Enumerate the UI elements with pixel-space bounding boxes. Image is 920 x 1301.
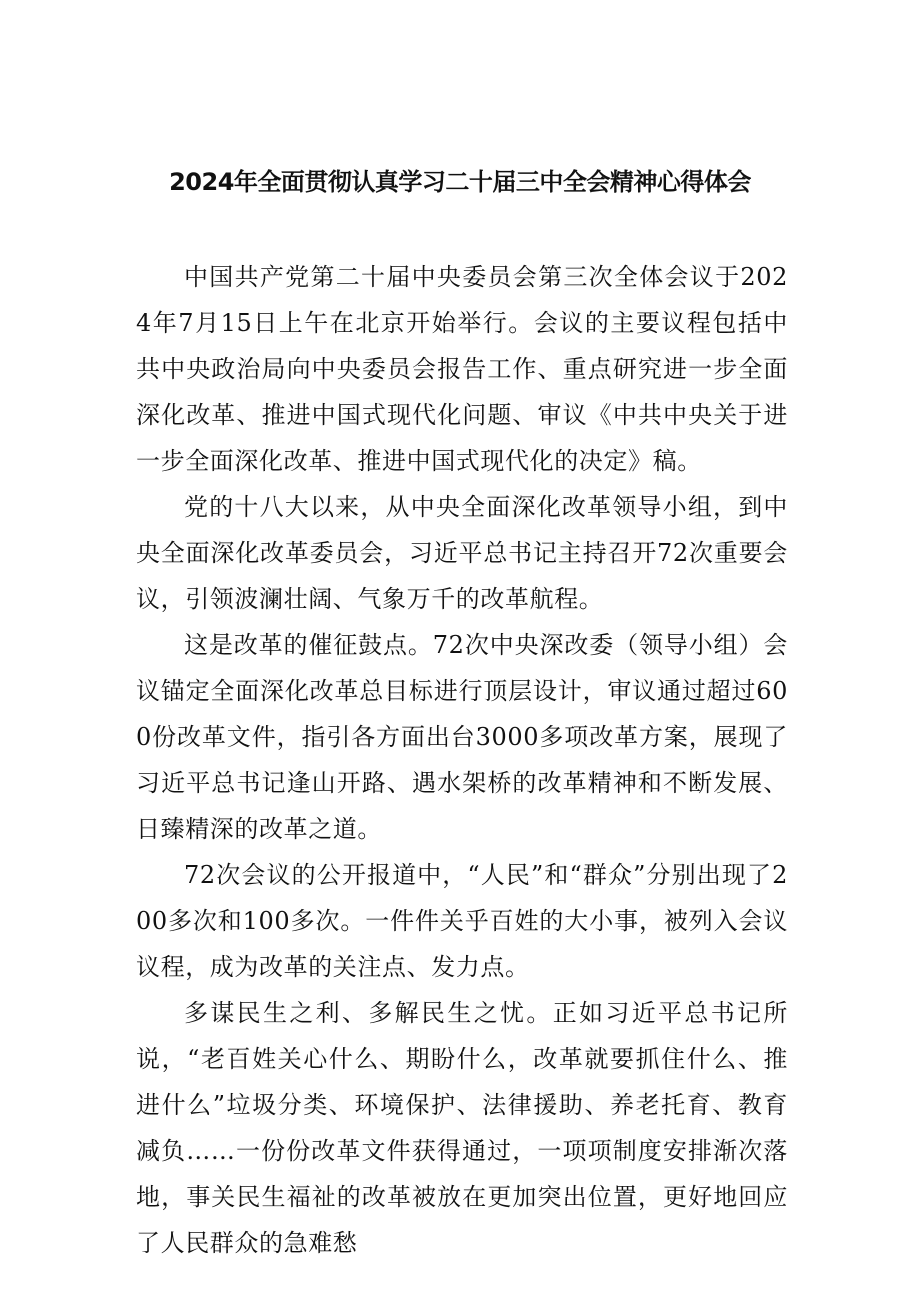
document-title: 2024年全面贯彻认真学习二十届三中全会精神心得体会 [169,168,751,196]
document-body [136,254,788,1266]
paragraph-3: 这是改革的催征鼓点。72次中央深改委（领导小组）会议锚定全面深化改革总目标进行顶层设计，审议通过超过600份改革文件，指引各方面出台3000多项改革方案，展现了习近平总书记逢山开路、遇水架桥的改革精神和不断发展、日臻精深的改革之道。 [136,631,788,843]
paragraph-2: 党的十八大以来，从中央全面深化改革领导小组，到中央全面深化改革委员会，习近平总书记主持召开72次重要会议，引领波澜壮阔、气象万千的改革航程。 [136,493,788,613]
paragraph-1: 中国共产党第二十届中央委员会第三次全体会议于2024年7月15日上午在北京开始举行。会议的主要议程包括中共中央政治局向中央委员会报告工作、重点研究进一步全面深化改革、推进中国式现代化问题、审议《中共中央关于进一步全面深化改革、推进中国式现代化的决定》稿。 [136,263,788,475]
paragraph-4: 72次会议的公开报道中，“人民”和“群众”分别出现了200多次和100多次。一件件关乎百姓的大小事，被列入会议议程，成为改革的关注点、发力点。 [136,861,788,981]
paragraph-5: 多谋民生之利、多解民生之忧。正如习近平总书记所说，“老百姓关心什么、期盼什么，改革就要抓住什么、推进什么”垃圾分类、环境保护、法律援助、养老托育、教育减负……一份份改革文件获得通过，一项项制度安排渐次落地，事关民生福祉的改革被放在更加突出位置，更好地回应了人民群众的急难愁 [136,999,788,1257]
